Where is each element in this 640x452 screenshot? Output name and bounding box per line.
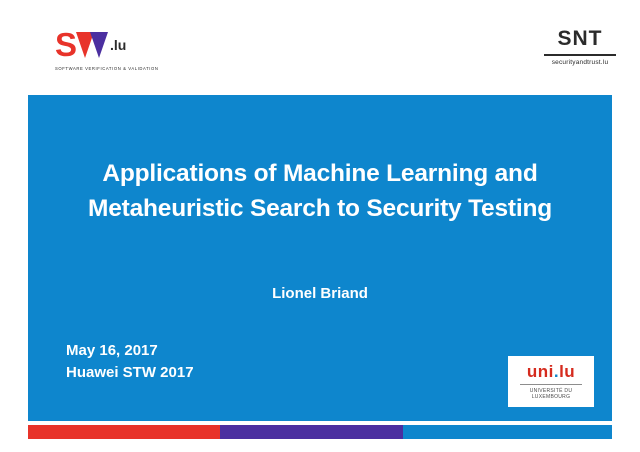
slide-title: Applications of Machine Learning and Metaheuristic Search to Security Testing xyxy=(88,160,552,222)
slide-meta xyxy=(66,340,194,384)
uni-lu-logo-subtitle xyxy=(514,388,588,402)
slide-event: Huawei STW 2017 xyxy=(66,363,194,381)
uni-lu-logo-subtitle-line2: LUXEMBOURG xyxy=(531,394,571,401)
uni-lu-logo-subtitle-line1: UNIVERSITÉ DU xyxy=(529,387,573,394)
svv-logo-letter-s: S xyxy=(55,26,78,63)
slide-date: May 16, 2017 xyxy=(66,342,158,359)
svv-logo-mark xyxy=(55,26,139,64)
snt-logo xyxy=(544,28,616,67)
slide-author: Lionel Briand xyxy=(272,285,368,302)
footer-bar-segment-purple xyxy=(220,425,403,439)
uni-lu-logo-suffix: lu xyxy=(559,361,576,381)
svv-logo-suffix: .lu xyxy=(110,37,127,53)
snt-logo-tagline: securityandtrust.lu xyxy=(551,59,609,66)
svv-logo xyxy=(55,26,159,78)
slide-header xyxy=(0,0,640,95)
footer-bar-segment-red xyxy=(28,425,220,439)
footer-bar-segment-blue xyxy=(403,425,612,439)
uni-lu-logo-dot: . xyxy=(553,361,560,381)
snt-logo-mark: SNT xyxy=(557,27,603,50)
uni-lu-logo-word: uni xyxy=(526,361,554,381)
uni-lu-logo-divider xyxy=(520,384,582,385)
slide-footer-bar xyxy=(28,425,612,439)
uni-lu-logo xyxy=(508,356,594,408)
uni-lu-logo-mark xyxy=(514,363,588,380)
snt-logo-divider xyxy=(544,54,616,56)
svv-logo-chevron-purple xyxy=(90,32,108,58)
slide-panel xyxy=(28,95,612,421)
svv-logo-subtitle: SOFTWARE VERIFICATION & VALIDATION xyxy=(55,66,159,71)
